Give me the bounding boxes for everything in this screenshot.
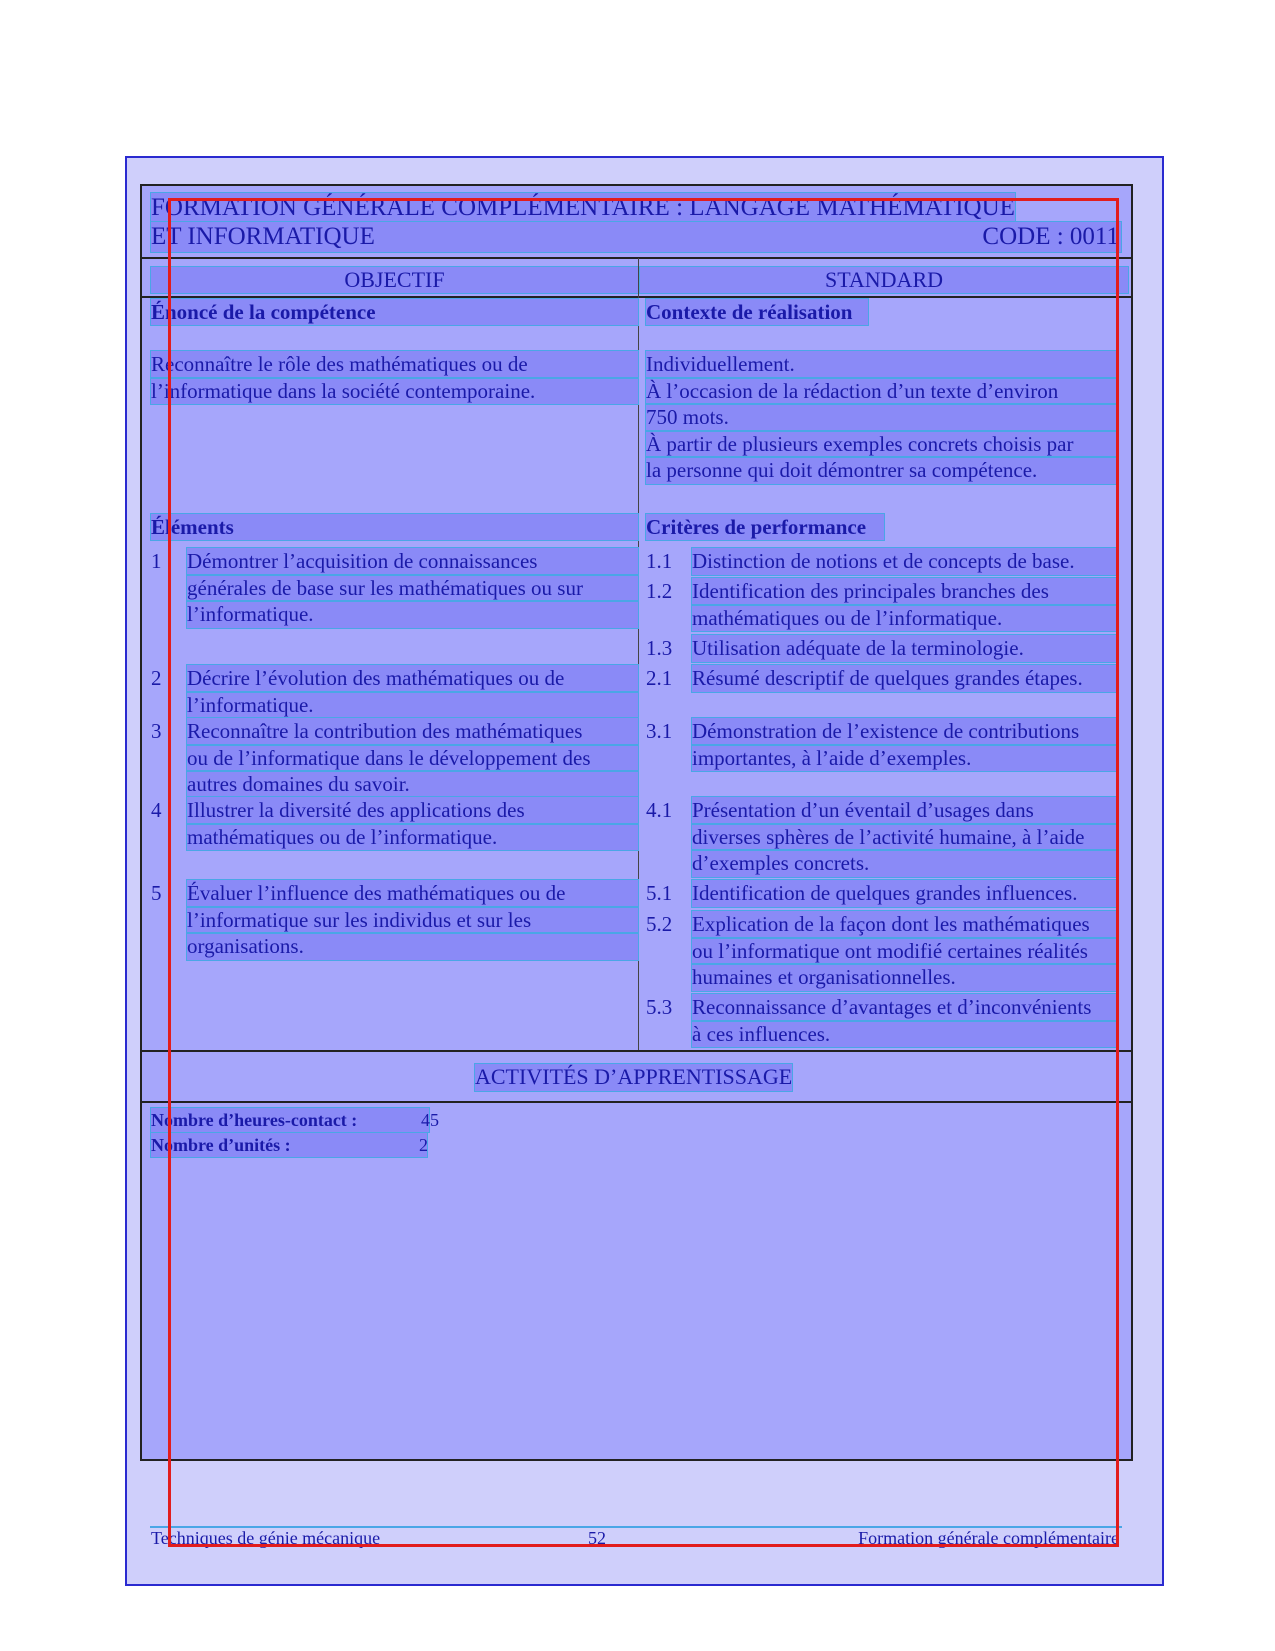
- contact-hours-value: 45: [421, 1110, 439, 1130]
- critere-line: Reconnaissance d’avantages et d’inconvénients: [692, 994, 1116, 1021]
- column-header-standard: STANDARD: [640, 267, 1128, 293]
- element-line: générales de base sur les mathématiques ou sur: [187, 575, 638, 602]
- element-line: l’informatique sur les individus et sur les: [187, 907, 638, 934]
- divider: [140, 257, 1133, 259]
- critere-number: 2.1: [646, 666, 673, 690]
- enonce-heading: Énoncé de la compétence: [151, 299, 638, 325]
- divider: [140, 1101, 1133, 1103]
- element-line: Démontrer l’acquisition de connaissances: [187, 548, 638, 575]
- contexte-line: À l’occasion de la rédaction d’un texte d’environ: [646, 378, 1116, 405]
- element-item: [151, 718, 638, 798]
- enonce-line: Reconnaître le rôle des mathématiques ou de: [151, 351, 638, 378]
- critere-line: mathématiques ou de l’informatique.: [692, 605, 1116, 632]
- element-line: Décrire l’évolution des mathématiques ou de: [187, 665, 638, 692]
- contact-hours-label: Nombre d’heures-contact :: [151, 1110, 358, 1130]
- critere-line: à ces influences.: [692, 1021, 1116, 1048]
- critere-number: 4.1: [646, 798, 673, 822]
- critere-item: [646, 635, 1116, 662]
- critere-line: humaines et organisationnelles.: [692, 964, 1116, 991]
- contact-hours: [151, 1108, 439, 1132]
- critere-number: 1.1: [646, 549, 673, 573]
- critere-number: 3.1: [646, 719, 673, 743]
- footer-left: Techniques de génie mécanique: [151, 1528, 381, 1548]
- critere-item: [646, 994, 1116, 1047]
- element-line: ou de l’informatique dans le développement des: [187, 745, 638, 772]
- enonce-text: [151, 351, 638, 404]
- criteres-heading: Critères de performance: [646, 514, 884, 540]
- critere-item: [646, 665, 1116, 692]
- element-item: [151, 548, 638, 628]
- element-item: [151, 797, 638, 850]
- element-number: 5: [151, 881, 162, 905]
- element-line: l’informatique.: [187, 692, 638, 719]
- enonce-line: l’informatique dans la société contemporaine.: [151, 378, 638, 405]
- contexte-line: la personne qui doit démontrer sa compétence.: [646, 457, 1116, 484]
- column-header-objectif: OBJECTIF: [151, 267, 638, 293]
- document-title-line-1: FORMATION GÉNÉRALE COMPLÉMENTAIRE : LANGAGE MATHÉMATIQUE: [151, 194, 1015, 221]
- units-count: [151, 1133, 427, 1157]
- critere-line: diverses sphères de l’activité humaine, à l’aide: [692, 824, 1116, 851]
- element-item: [151, 880, 638, 960]
- contexte-line: À partir de plusieurs exemples concrets choisis par: [646, 431, 1116, 458]
- contexte-heading: Contexte de réalisation: [646, 299, 868, 325]
- critere-line: importantes, à l’aide d’exemples.: [692, 745, 1116, 772]
- units-value: 2: [419, 1135, 428, 1155]
- elements-heading: Éléments: [151, 514, 638, 540]
- critere-line: Résumé descriptif de quelques grandes étapes.: [692, 665, 1116, 692]
- element-number: 4: [151, 798, 162, 822]
- document-title-line-2: ET INFORMATIQUE: [151, 222, 1121, 252]
- divider: [140, 1050, 1133, 1052]
- footer-right: Formation générale complémentaire: [858, 1528, 1119, 1548]
- element-line: Évaluer l’influence des mathématiques ou de: [187, 880, 638, 907]
- element-number: 3: [151, 719, 162, 743]
- contexte-line: 750 mots.: [646, 404, 1116, 431]
- critere-number: 5.2: [646, 912, 673, 936]
- critere-item: [646, 718, 1116, 771]
- critere-line: Démonstration de l’existence de contributions: [692, 718, 1116, 745]
- contexte-text: [646, 351, 1116, 484]
- critere-line: Utilisation adéquate de la terminologie.: [692, 635, 1116, 662]
- element-number: 1: [151, 549, 162, 573]
- critere-line: Présentation d’un éventail d’usages dans: [692, 797, 1116, 824]
- element-line: organisations.: [187, 933, 638, 960]
- element-line: autres domaines du savoir.: [187, 771, 638, 798]
- contexte-line: Individuellement.: [646, 351, 1116, 378]
- units-label: Nombre d’unités :: [151, 1135, 291, 1155]
- critere-line: Identification des principales branches des: [692, 578, 1116, 605]
- critere-item: [646, 548, 1116, 575]
- critere-number: 1.3: [646, 636, 673, 660]
- element-item: [151, 665, 638, 718]
- element-number: 2: [151, 666, 162, 690]
- critere-line: Identification de quelques grandes influences.: [692, 880, 1116, 907]
- element-line: Illustrer la diversité des applications des: [187, 797, 638, 824]
- critere-number: 1.2: [646, 579, 673, 603]
- critere-item: [646, 880, 1116, 907]
- critere-item: [646, 578, 1116, 631]
- critere-line: ou l’informatique ont modifié certaines réalités: [692, 938, 1116, 965]
- critere-item: [646, 797, 1116, 877]
- page-number: 52: [588, 1528, 606, 1548]
- critere-item: [646, 911, 1116, 991]
- activites-heading: ACTIVITÉS D’APPRENTISSAGE: [475, 1064, 793, 1089]
- course-code: CODE : 0011: [982, 223, 1119, 250]
- critere-line: Distinction de notions et de concepts de base.: [692, 548, 1116, 575]
- critere-line: d’exemples concrets.: [692, 850, 1116, 877]
- divider: [140, 296, 1133, 298]
- element-line: Reconnaître la contribution des mathématiques: [187, 718, 638, 745]
- critere-number: 5.1: [646, 881, 673, 905]
- column-divider: [638, 258, 639, 1050]
- critere-number: 5.3: [646, 995, 673, 1019]
- element-line: l’informatique.: [187, 601, 638, 628]
- critere-line: Explication de la façon dont les mathématiques: [692, 911, 1116, 938]
- element-line: mathématiques ou de l’informatique.: [187, 824, 638, 851]
